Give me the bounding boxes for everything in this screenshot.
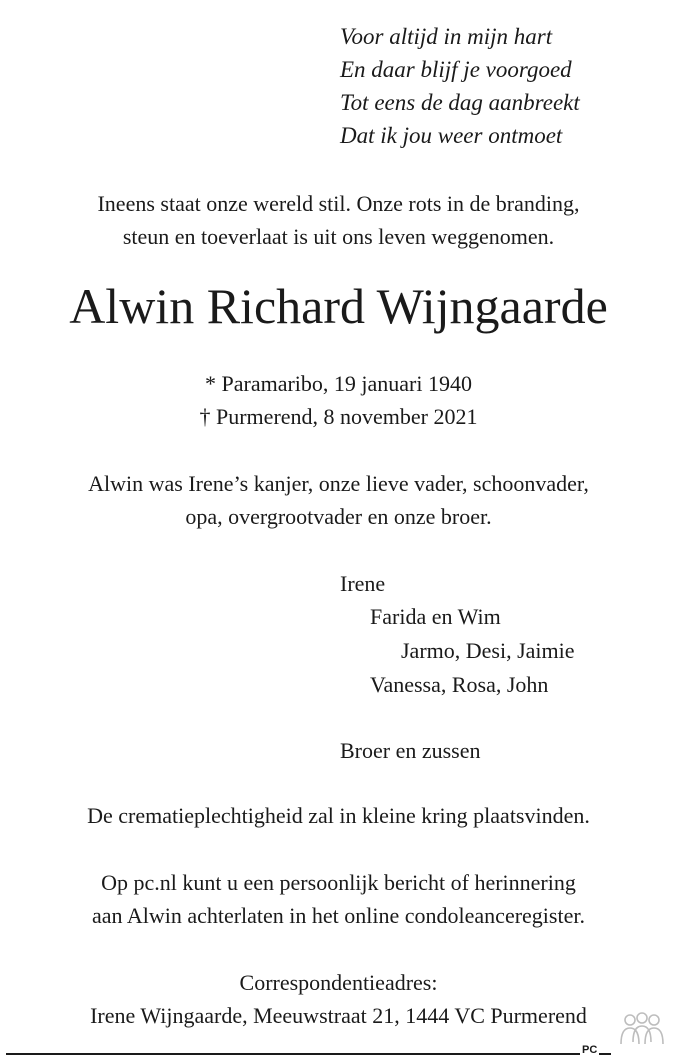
newspaper-logo: PC: [582, 1044, 598, 1056]
ceremony-text: [0, 799, 677, 832]
condolence-line: Op pc.nl kunt u een persoonlijk bericht of herinnering: [101, 870, 576, 895]
description-text: [0, 467, 677, 533]
condolence-line: aan Alwin achterlaten in het online condoleanceregister.: [92, 903, 585, 928]
poem-line: En daar blijf je voorgoed: [340, 57, 572, 82]
family-siblings: Broer en zussen: [340, 738, 481, 763]
footer-divider: [6, 1053, 611, 1055]
family-grandchildren: Jarmo, Desi, Jaimie: [401, 638, 575, 663]
description-line: opa, overgrootvader en onze broer.: [185, 504, 492, 529]
ceremony-line: De crematieplechtigheid zal in kleine kring plaatsvinden.: [87, 803, 590, 828]
poem-line: Tot eens de dag aanbreekt: [340, 90, 580, 115]
condolence-text: [0, 866, 677, 932]
family-grandchildren: Vanessa, Rosa, John: [370, 672, 549, 697]
correspondence-block: [0, 966, 677, 1032]
people-icon: [618, 1010, 666, 1050]
intro-text: [0, 187, 677, 253]
birth-date: * Paramaribo, 19 januari 1940: [205, 371, 472, 396]
family-spouse: Irene: [340, 571, 386, 596]
poem-line: Voor altijd in mijn hart: [340, 24, 553, 49]
life-dates: [0, 367, 677, 433]
intro-line: steun en toeverlaat is uit ons leven weggenomen.: [122, 224, 555, 249]
description-line: Alwin was Irene’s kanjer, onze lieve vader, schoonvader,: [88, 471, 589, 496]
intro-line: Ineens staat onze wereld stil. Onze rots in de branding,: [97, 191, 580, 216]
correspondence-label: Correspondentieadres:: [239, 970, 438, 995]
poem: [340, 20, 580, 152]
family-child: Farida en Wim: [370, 604, 501, 629]
deceased-name: Alwin Richard Wijngaarde: [69, 278, 608, 334]
poem-line: Dat ik jou weer ontmoet: [340, 123, 563, 148]
correspondence-address: Irene Wijngaarde, Meeuwstraat 21, 1444 VC Purmerend: [90, 1003, 587, 1028]
death-date: † Purmerend, 8 november 2021: [199, 404, 478, 429]
